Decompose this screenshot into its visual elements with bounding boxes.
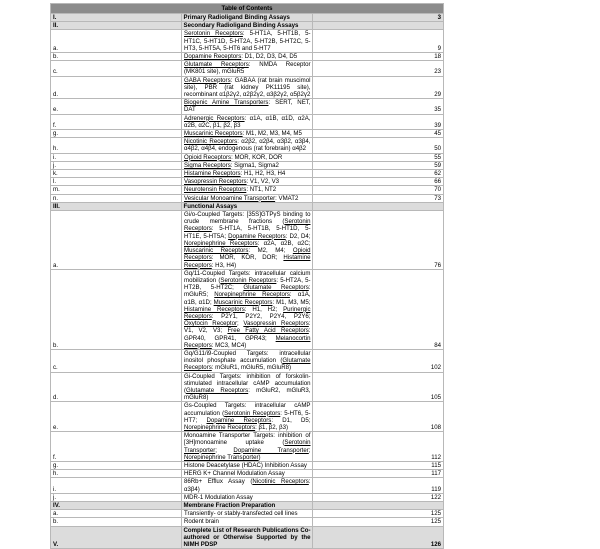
toc-entry-title	[182, 372, 313, 402]
toc-entry-link[interactable]: Vasopressin Receptors	[243, 320, 309, 328]
toc-page-number: 122	[313, 493, 444, 501]
toc-entry-text: : H1, H2, H3, H4	[240, 170, 286, 178]
toc-entry-link[interactable]: Dopamine Receptors	[206, 416, 272, 424]
toc-entry-number: c.	[51, 349, 182, 372]
toc-entry-text: : α2β2, α2β4, α3β2, α3β4, α4β2, α4β4, endogenous (rat forebrain) α4β2	[184, 138, 311, 153]
toc-title-row	[51, 4, 444, 14]
toc-page-number: 105	[313, 372, 444, 402]
toc-entry-link[interactable]: Biogenic Amine Transporters	[184, 99, 269, 107]
toc-entry-text: Membrane Fraction Preparation	[183, 502, 276, 509]
toc-entry-link[interactable]: Nicotinic Receptors	[184, 138, 238, 146]
toc-entry-row	[51, 30, 444, 53]
toc-page-number: 117	[313, 470, 444, 478]
toc-entry-text: Gq/G11/i9-Coupled Targets: intracellular inositol phosphate accumulation (	[184, 349, 311, 365]
toc-section-row	[51, 502, 444, 510]
toc-entry-text: Gs-Coupled Targets: intracellular cAMP accumulation (	[184, 402, 311, 417]
toc-entry-title	[182, 76, 313, 99]
toc-entry-row	[51, 510, 444, 518]
toc-entry-title	[182, 510, 313, 518]
toc-entry-number: e.	[51, 99, 182, 114]
toc-page-number: 112	[313, 432, 444, 462]
toc-entry-text: : D2, D4;	[285, 232, 311, 240]
toc-entry-text: Complete List of Research Publications Co-authored or Otherwise Supported by the NIMH PDSP	[183, 526, 311, 549]
toc-page-number: 126	[313, 526, 444, 549]
toc-entry-text: : P2Y1, P2Y2, P2Y4, P2Y6;	[211, 312, 311, 320]
toc-page-number: 115	[313, 461, 444, 469]
toc-entry-text: : NT1, NT2	[246, 186, 277, 194]
toc-entry-number: e.	[51, 402, 182, 432]
toc-entry-row	[51, 161, 444, 169]
toc-entry-title	[182, 518, 313, 526]
toc-entry-text: : GPR40, GPR41, GPR43;	[184, 327, 311, 342]
toc-entry-link[interactable]: Serotonin Transporter	[184, 439, 311, 454]
toc-entry-text: : β1, β2, β3)	[255, 423, 289, 431]
toc-entry-title	[182, 211, 313, 270]
toc-entry-title	[182, 432, 313, 462]
toc-entry-row	[51, 461, 444, 469]
toc-entry-text: : SERT, NET, DAT	[184, 99, 311, 114]
toc-entry-row	[51, 114, 444, 129]
toc-entry-text: Rodent brain	[184, 518, 219, 526]
toc-page-number: 76	[313, 211, 444, 270]
toc-entry-row	[51, 153, 444, 161]
toc-body	[51, 4, 444, 549]
toc-entry-text: : H3, H4)	[211, 261, 237, 269]
toc-entry-text: Secondary Radioligand Binding Assays	[183, 22, 299, 30]
toc-page-number: 66	[313, 178, 444, 186]
toc-entry-text: 86Rb+ Efflux Assay (	[184, 478, 253, 486]
toc-entry-text: : MOR, KOR, DOR;	[211, 254, 284, 262]
toc-entry-link[interactable]: Norepinephrine Receptors	[184, 239, 258, 247]
toc-page-number: 50	[313, 138, 444, 153]
toc-entry-link[interactable]: Glutamate Receptors	[186, 386, 249, 394]
toc-entry-number: a.	[51, 211, 182, 270]
toc-entry-link[interactable]: Serotonin Receptors	[184, 218, 311, 233]
toc-entry-row	[51, 432, 444, 462]
toc-entry-link[interactable]: Muscarinic Receptors	[184, 130, 243, 138]
toc-page-number: 102	[313, 349, 444, 372]
toc-entry-text: Gq/11-Coupled Targets: intracellular calcium mobilization (	[184, 269, 311, 284]
toc-entry-text: Gi/o-Coupled Targets: [35S]GTPγS binding to crude membrane fractions (	[184, 211, 311, 226]
toc-entry-link[interactable]: Histamine Receptors	[184, 170, 241, 178]
toc-entry-text: : MOR, KOR, DOR	[231, 153, 283, 161]
toc-entry-row	[51, 493, 444, 501]
toc-entry-title	[182, 153, 313, 161]
toc-entry-number: h.	[51, 470, 182, 478]
toc-entry-title	[182, 178, 313, 186]
toc-entry-title	[182, 138, 313, 153]
toc-entry-text: : Sigma1, Sigma2	[230, 161, 279, 169]
toc-entry-number: V.	[51, 526, 182, 549]
toc-entry-link[interactable]: GABA Receptors	[184, 76, 231, 84]
toc-entry-number: b.	[51, 53, 182, 61]
toc-entry-title	[182, 170, 313, 178]
toc-entry-link[interactable]: Oxytocin Receptor	[184, 320, 238, 328]
toc-entry-title	[182, 194, 313, 202]
toc-entry-row	[51, 138, 444, 153]
toc-entry-number: j.	[51, 161, 182, 169]
toc-entry-row	[51, 478, 444, 493]
toc-entry-row	[51, 178, 444, 186]
toc-entry-title	[182, 99, 313, 114]
toc-entry-text: MDR-1 Modulation Assay	[184, 493, 253, 501]
toc-entry-link[interactable]: Muscarinic Receptors	[184, 247, 249, 255]
toc-page-number: 39	[313, 114, 444, 129]
toc-page-number: 18	[313, 53, 444, 61]
toc-page-number: 62	[313, 170, 444, 178]
toc-section-row	[51, 22, 444, 30]
toc-entry-link[interactable]: Opioid Receptors	[184, 247, 311, 262]
toc-entry-title	[182, 493, 313, 501]
toc-entry-title	[182, 14, 313, 22]
toc-entry-number: III.	[51, 202, 182, 210]
toc-entry-title	[182, 526, 313, 549]
toc-section-row	[51, 202, 444, 210]
toc-entry-number: l.	[51, 178, 182, 186]
toc-page-number: 45	[313, 130, 444, 138]
toc-entry-number: f.	[51, 114, 182, 129]
toc-entry-text: : 5-HT1A, 5-HT1B, 5-HT1C, 5-HT1D, 5-HT2A, 5-HT2B, 5-HT2C, 5-HT3, 5-HT5A, 5-HT6 and 5-HT7	[184, 30, 311, 52]
toc-entry-text: : NMDA Receptor (MK801 site), mGluR5	[184, 61, 311, 76]
toc-page-number: 29	[313, 76, 444, 99]
toc-entry-row	[51, 76, 444, 99]
toc-entry-text: : M1, M2, M3, M4, M5	[242, 130, 302, 138]
toc-entry-title	[182, 402, 313, 432]
toc-entry-link[interactable]: Opioid Receptors	[184, 153, 232, 161]
toc-entry-number: a.	[51, 30, 182, 53]
toc-entry-row	[51, 349, 444, 372]
toc-entry-row	[51, 269, 444, 349]
toc-entry-text: Transiently- or stably-transfected cell lines	[184, 510, 298, 518]
toc-page-number: 108	[313, 402, 444, 432]
toc-entry-title	[182, 114, 313, 129]
toc-entry-link[interactable]: Adrenergic Receptors	[184, 114, 245, 122]
toc-entry-row	[51, 170, 444, 178]
toc-entry-number: f.	[51, 432, 182, 462]
toc-entry-link[interactable]: Neurotensin Receptors	[184, 186, 247, 194]
toc-entry-text: : GABAA (rat brain muscimol site), PBR (rat kidney PK11195 site), recombinant α1β2γ2, α2β2γ2, α3β2γ2, α5β2γ2	[184, 76, 311, 99]
toc-entry-text: HERG K+ Channel Modulation Assay	[184, 470, 285, 478]
toc-entry-number: i.	[51, 478, 182, 493]
toc-entry-text: Primary Radioligand Binding Assays	[183, 14, 290, 21]
toc-entry-link[interactable]: Dopamine Receptors	[184, 53, 242, 61]
toc-entry-number: c.	[51, 61, 182, 76]
toc-entry-text: : MC3, MC4)	[211, 341, 247, 349]
toc-entry-row	[51, 518, 444, 526]
toc-entry-link[interactable]: Histamine Receptors	[184, 254, 311, 269]
toc-entry-text: ;	[237, 320, 244, 328]
toc-entry-row	[51, 99, 444, 114]
toc-entry-number: j.	[51, 493, 182, 501]
toc-section-row	[51, 14, 444, 22]
toc-page-number: 73	[313, 194, 444, 202]
toc-entry-text: ;	[215, 446, 234, 454]
toc-entry-text: ;	[308, 446, 311, 454]
toc-entry-number: IV.	[51, 502, 182, 510]
toc-entry-link[interactable]: Free Fatty Acid Receptors	[227, 327, 309, 335]
toc-entry-number: n.	[51, 194, 182, 202]
toc-page-number	[313, 202, 444, 210]
toc-entry-text: : mGluR5;	[184, 284, 311, 299]
toc-entry-text: : M2, M4;	[248, 247, 293, 255]
toc-entry-row	[51, 194, 444, 202]
table-of-contents	[50, 3, 444, 549]
toc-entry-text: : 5-HT6, 5-HT7;	[184, 409, 311, 424]
toc-entry-row	[51, 53, 444, 61]
toc-section-row	[51, 526, 444, 549]
toc-entry-number: k.	[51, 170, 182, 178]
toc-entry-link[interactable]: Norepinephrine Receptors	[214, 291, 290, 299]
toc-entry-text: : 5-HT2A, 5-HT2B, 5-HT2C;	[184, 276, 311, 292]
toc-entry-link[interactable]: Muscarinic Receptors	[213, 298, 273, 306]
toc-entry-link[interactable]: Melanocortin Receptors	[184, 334, 311, 349]
toc-page-number: 125	[313, 518, 444, 526]
toc-entry-link[interactable]: Sigma Receptors	[184, 161, 231, 169]
toc-title: Table of Contents	[51, 4, 444, 14]
toc-entry-text: : α1A, α1B, α1D;	[184, 291, 311, 306]
toc-entry-number: h.	[51, 138, 182, 153]
toc-entry-link[interactable]: Norepinephrine Receptors	[184, 423, 256, 431]
toc-entry-text: Monoamine Transporter Targets: inhibition of [3H]monoamine uptake (	[184, 432, 311, 447]
toc-entry-title	[182, 461, 313, 469]
toc-page-number: 55	[313, 153, 444, 161]
toc-entry-title	[182, 30, 313, 53]
toc-page-number: 59	[313, 161, 444, 169]
toc-entry-link[interactable]: Vesicular Monoamine Transporter	[184, 194, 276, 202]
toc-entry-link[interactable]: Dopamine Receptors	[228, 232, 286, 240]
toc-entry-text: )	[258, 453, 261, 461]
toc-entry-number: b.	[51, 269, 182, 349]
toc-entry-title	[182, 161, 313, 169]
toc-entry-title	[182, 130, 313, 138]
toc-entry-number: g.	[51, 461, 182, 469]
toc-entry-link[interactable]: Glutamate Receptors	[184, 357, 311, 372]
toc-entry-text: : mGluR2, mGluR3, mGluR8)	[184, 386, 311, 402]
toc-entry-row	[51, 372, 444, 402]
toc-page-number: 119	[313, 478, 444, 493]
toc-entry-text: : α1A, α1B, α1D, α2A, α2B, α2C, β1, β2, β3	[184, 114, 311, 129]
toc-entry-text: : D1, D2, D3, D4, D5	[241, 53, 298, 61]
toc-entry-link[interactable]: Histamine Receptors	[184, 305, 245, 313]
toc-entry-title	[182, 22, 313, 30]
toc-entry-text: : 5-HT1A, 5-HT1B, 5-HT1D, 5-HT1E, 5-HT5A;	[184, 225, 311, 240]
toc-entry-number: d.	[51, 372, 182, 402]
toc-entry-text: Histone Deacetylase (HDAC) Inhibition Assay	[184, 461, 307, 469]
toc-entry-title	[182, 186, 313, 194]
toc-page-number: 125	[313, 510, 444, 518]
toc-page-number	[313, 502, 444, 510]
toc-entry-title	[182, 502, 313, 510]
toc-entry-text: : H1, H2;	[244, 305, 284, 313]
toc-entry-number: I.	[51, 14, 182, 22]
toc-entry-title	[182, 269, 313, 349]
toc-entry-number: II.	[51, 22, 182, 30]
toc-entry-title	[182, 349, 313, 372]
toc-page-number: 3	[313, 14, 444, 22]
toc-entry-link[interactable]: Glutamate Receptors	[243, 284, 309, 292]
toc-entry-link[interactable]: Dopamine Transporter	[233, 446, 309, 454]
toc-page-number: 23	[313, 61, 444, 76]
toc-entry-number: b.	[51, 518, 182, 526]
toc-entry-number: a.	[51, 510, 182, 518]
toc-entry-text: : D1, D5;	[271, 416, 311, 424]
toc-entry-number: g.	[51, 130, 182, 138]
toc-entry-text: Gi-Coupled Targets: inhibition of forskolin-stimulated intracellular cAMP accumulation (	[184, 372, 311, 394]
toc-entry-text: : V1, V2, V3;	[184, 320, 311, 335]
toc-entry-link[interactable]: Norepinephrine Transporter	[184, 453, 259, 461]
toc-entry-link[interactable]: Purinergic Receptors	[184, 305, 311, 320]
toc-entry-row	[51, 211, 444, 270]
toc-entry-text: Functional Assays	[183, 202, 238, 210]
toc-entry-text: : V1, V2, V3	[246, 178, 280, 186]
toc-entry-link[interactable]: Nicotinic Receptors	[252, 478, 309, 486]
toc-page-number: 35	[313, 99, 444, 114]
toc-entry-link[interactable]: Serotonin Receptors	[224, 409, 281, 417]
toc-entry-text: : α3β4)	[184, 478, 311, 493]
toc-entry-title	[182, 478, 313, 493]
toc-entry-link[interactable]: Glutamate Receptors	[184, 61, 249, 69]
toc-entry-number: i.	[51, 153, 182, 161]
toc-entry-row	[51, 61, 444, 76]
toc-entry-text: : α2A, α2B, α2C;	[257, 239, 311, 247]
toc-entry-text: : VMAT2	[275, 194, 299, 202]
toc-entry-text: : M1, M3, M5;	[272, 298, 311, 306]
toc-entry-number: d.	[51, 76, 182, 99]
toc-entry-title	[182, 53, 313, 61]
toc-entry-text: : mGluR1, mGluR5, mGluR8)	[211, 364, 292, 372]
toc-page-number: 9	[313, 30, 444, 53]
toc-entry-number: m.	[51, 186, 182, 194]
toc-page-number: 70	[313, 186, 444, 194]
toc-entry-link[interactable]: Serotonin Receptors	[184, 30, 243, 38]
toc-entry-link[interactable]: Vasopressin Receptors	[184, 178, 247, 186]
toc-entry-title	[182, 202, 313, 210]
toc-page-number	[313, 22, 444, 30]
toc-entry-title	[182, 61, 313, 76]
toc-entry-row	[51, 130, 444, 138]
toc-entry-row	[51, 402, 444, 432]
toc-entry-row	[51, 186, 444, 194]
toc-page-number: 84	[313, 269, 444, 349]
toc-entry-link[interactable]: Serotonin Receptors	[220, 276, 277, 284]
